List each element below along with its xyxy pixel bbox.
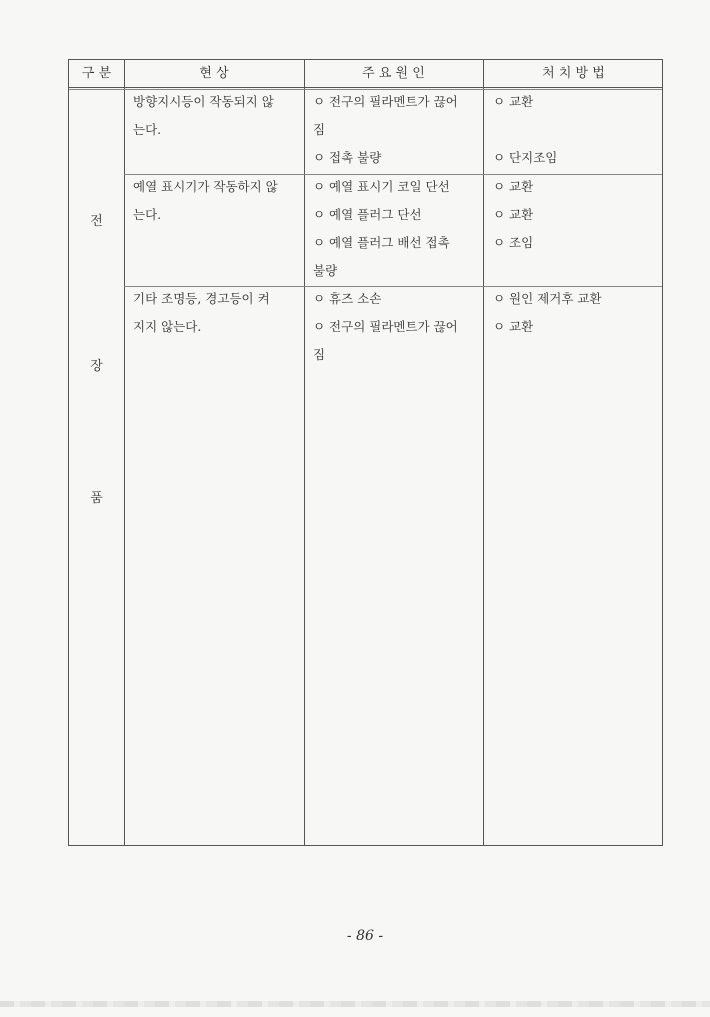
header-divider-inner [69, 89, 662, 90]
symptom-line: 기타 조명등, 경고등이 켜 [133, 291, 270, 306]
scan-edge-artifact [0, 1001, 710, 1007]
cause-line: ㅇ 예열 플러그 단선 [313, 207, 422, 222]
remedy-line: ㅇ 교환 [493, 207, 534, 222]
remedy-line: ㅇ 조임 [493, 235, 534, 250]
remedy-line: ㅇ 교환 [493, 319, 534, 334]
category-char: 장 [90, 359, 103, 374]
row-divider [124, 286, 662, 287]
header-cause: 주 요 원 인 [362, 66, 425, 81]
cause-line: 불량 [313, 263, 338, 278]
cause-line: ㅇ 접촉 불량 [313, 150, 382, 165]
row-divider [124, 174, 662, 175]
cause-line: ㅇ 전구의 필라멘트가 끊어 [313, 319, 458, 334]
cause-line: ㅇ 휴즈 소손 [313, 291, 382, 306]
symptom-line: 지지 않는다. [133, 319, 202, 334]
symptom-line: 방향지시등이 작동되지 않 [133, 94, 274, 109]
remedy-line: ㅇ 원인 제거후 교환 [493, 291, 602, 306]
remedy-line: ㅇ 교환 [493, 179, 534, 194]
header-remedy: 처 치 방 법 [542, 66, 605, 81]
header-category: 구 분 [81, 66, 112, 81]
header-symptom: 현 상 [199, 66, 229, 81]
cause-line: 짐 [313, 347, 326, 362]
column-divider [483, 60, 484, 845]
cause-line: ㅇ 전구의 필라멘트가 끊어 [313, 94, 458, 109]
symptom-line: 는다. [133, 122, 162, 137]
remedy-line: ㅇ 단지조임 [493, 150, 558, 165]
symptom-line: 는다. [133, 207, 162, 222]
category-char: 전 [90, 214, 103, 229]
symptom-line: 예열 표시기가 작동하지 않 [133, 179, 278, 194]
cause-line: ㅇ 예열 표시기 코일 단선 [313, 179, 450, 194]
column-divider [124, 60, 125, 845]
remedy-line: ㅇ 교환 [493, 94, 534, 109]
column-divider [304, 60, 305, 845]
cause-line: 짐 [313, 122, 326, 137]
troubleshooting-table [68, 59, 663, 846]
cause-line: ㅇ 예열 플러그 배선 접촉 [313, 235, 450, 250]
page-number: - 86 - [346, 928, 384, 944]
category-char: 품 [90, 491, 103, 506]
